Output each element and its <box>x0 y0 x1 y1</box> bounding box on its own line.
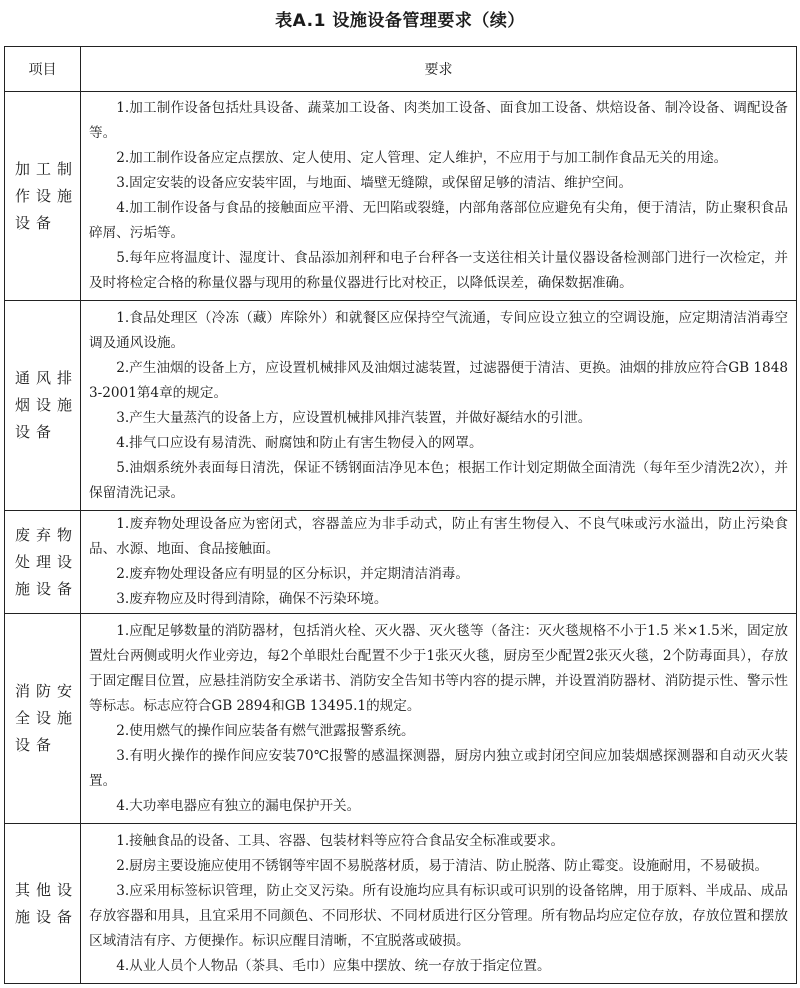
requirements-cell <box>81 301 797 511</box>
requirements-cell <box>81 824 797 984</box>
category-cell: 废弃物处理设施设备 <box>5 511 81 614</box>
requirement-item: 3.废弃物应及时得到清除，确保不污染环境。 <box>116 591 388 607</box>
requirement-item: 5.油烟系统外表面每日清洗，保证不锈钢面洁净见本色；根据工作计划定期做全面清洗（每年至少清洗2次），并保留清洗记录。 <box>89 459 788 501</box>
requirement-item: 3.应采用标签标识管理，防止交叉污染。所有设施均应具有标识或可识别的设备铭牌，用于原料、半成品、成品存放容器和用具，且宜采用不同颜色、不同形状、不同材质进行区分管理。所有物品均应定位存放，存放位置和摆放区域清洁有序、方便操作。标识应醒目清晰，不宜脱落或破损。 <box>89 882 788 949</box>
header-requirement: 要求 <box>81 47 797 92</box>
requirement-item: 2.废弃物处理设备应有明显的区分标识，并定期清洁消毒。 <box>116 566 469 582</box>
category-cell: 其他设施设备 <box>5 824 81 984</box>
requirement-item: 2.产生油烟的设备上方，应设置机械排风及油烟过滤装置，过滤器便于清洁、更换。油烟的排放应符合GB 18483-2001第4章的规定。 <box>89 359 788 401</box>
table-header-row <box>5 47 797 92</box>
requirement-item: 4.排气口应设有易清洗、耐腐蚀和防止有害生物侵入的网罩。 <box>116 434 483 451</box>
requirement-item: 3.固定安装的设备应安装牢固，与地面、墙壁无缝隙，或保留足够的清洁、维护空间。 <box>116 175 633 191</box>
category-cell: 加工制作设施设备 <box>5 92 81 301</box>
category-cell: 消防安全设施设备 <box>5 614 81 824</box>
requirement-item: 4.从业人员个人物品（茶具、毛巾）应集中摆放、统一存放于指定位置。 <box>116 957 551 974</box>
requirement-item: 5.每年应将温度计、湿度计、食品添加剂秤和电子台秤各一支送往相关计量仪器设备检测部门进行一次检定，并及时将检定合格的称量仪器与现用的称量仪器进行比对校正，以降低误差，确保数据准确。 <box>89 250 788 291</box>
requirements-cell <box>81 511 797 614</box>
table-row <box>5 92 797 301</box>
requirement-item: 1.应配足够数量的消防器材，包括消火栓、灭火器、灭火毯等（备注：灭火毯规格不小于1.5 米×1.5米，固定放置灶台两侧或明火作业旁边，每2个单眼灶台配置不少于1张灭火毯，厨房至少配置2张灭火毯，2个防毒面具），存放于固定醒目位置，应悬挂消防安全承诺书、消防安全告知书等内容的提示牌，并设置消防器材、消防提示性、警示性等标志。标志应符合GB 2894和GB 13495.1的规定。 <box>89 622 788 714</box>
table-row <box>5 511 797 614</box>
requirement-item: 4.加工制作设备与食品的接触面应平滑、无凹陷或裂缝，内部角落部位应避免有尖角，便于清洁，防止聚积食品碎屑、污垢等。 <box>89 200 788 241</box>
requirement-item: 1.食品处理区（冷冻（藏）库除外）和就餐区应保持空气流通，专间应设立独立的空调设施，应定期清洁消毒空调及通风设施。 <box>89 309 788 351</box>
requirement-item: 1.废弃物处理设备应为密闭式，容器盖应为非手动式，防止有害生物侵入、不良气味或污水溢出，防止污染食品、水源、地面、食品接触面。 <box>89 516 788 557</box>
category-cell: 通风排烟设施设备 <box>5 301 81 511</box>
requirement-item: 2.加工制作设备应定点摆放、定人使用、定人管理、定人维护，不应用于与加工制作食品无关的用途。 <box>116 150 728 166</box>
requirement-item: 3.有明火操作的操作间应安装70℃报警的感温探测器，厨房内独立或封闭空间应加装烟感探测器和自动灭火装置。 <box>89 747 788 789</box>
header-item: 项目 <box>5 47 81 92</box>
table-row <box>5 824 797 984</box>
requirement-item: 1.接触食品的设备、工具、容器、包装材料等应符合食品安全标准或要求。 <box>116 832 565 849</box>
requirements-cell <box>81 614 797 824</box>
requirement-item: 4.大功率电器应有独立的漏电保护开关。 <box>116 797 361 814</box>
requirement-item: 2.使用燃气的操作间应装备有燃气泄露报警系统。 <box>116 722 415 739</box>
requirement-item: 3.产生大量蒸汽的设备上方，应设置机械排风排汽装置，并做好凝结水的引泄。 <box>116 409 592 426</box>
table-title: 表A.1 设施设备管理要求（续） <box>275 11 525 31</box>
requirements-cell <box>81 92 797 301</box>
requirements-table <box>4 46 797 984</box>
requirement-item: 2.厨房主要设施应使用不锈钢等牢固不易脱落材质，易于清洁、防止脱落、防止霉变。设施耐用，不易破损。 <box>116 857 769 874</box>
table-row <box>5 301 797 511</box>
table-row <box>5 614 797 824</box>
requirement-item: 1.加工制作设备包括灶具设备、蔬菜加工设备、肉类加工设备、面食加工设备、烘焙设备、制冷设备、调配设备等。 <box>89 100 788 141</box>
